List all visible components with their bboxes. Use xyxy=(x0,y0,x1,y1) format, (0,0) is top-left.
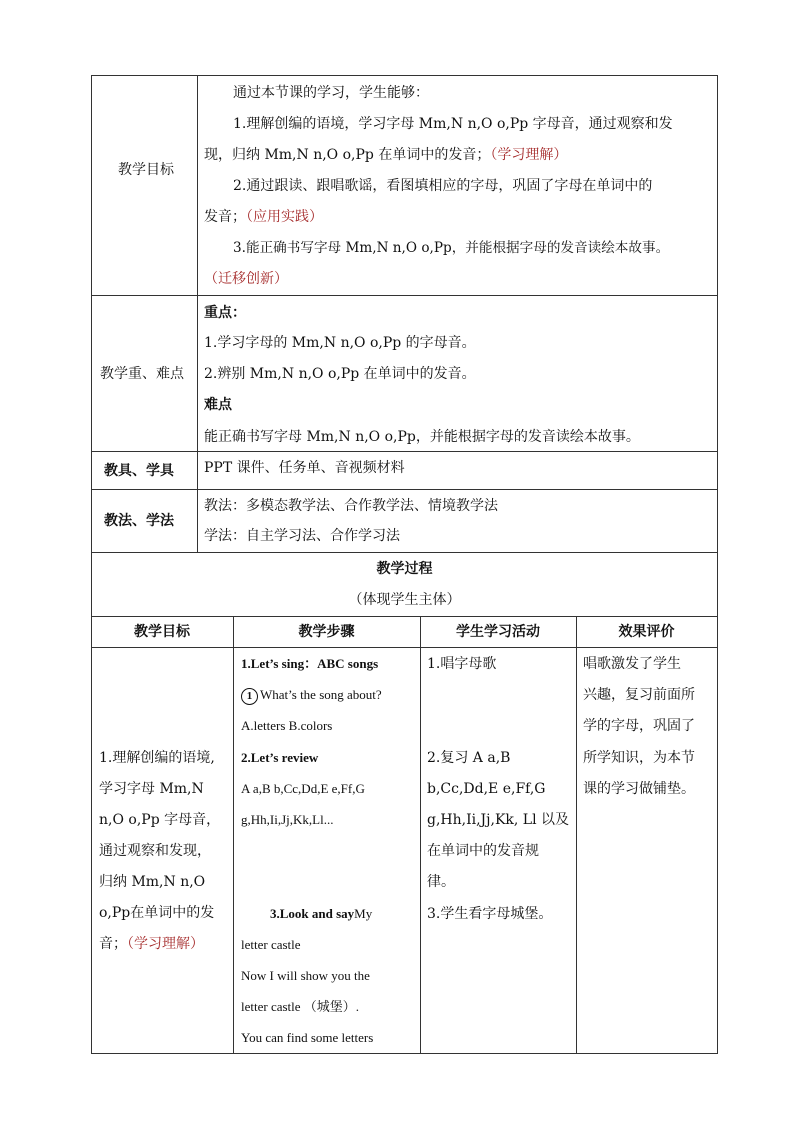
goal-line-2: 学习字母 Mm,N xyxy=(99,781,204,797)
activity-2-line4: 在单词中的发音规 xyxy=(427,843,539,859)
header-evaluation: 效果评价 xyxy=(618,624,675,640)
header-activities: 学生学习活动 xyxy=(456,624,540,640)
step-3-line2: letter castle xyxy=(241,937,301,952)
evaluation-line-1: 唱歌激发了学生 xyxy=(583,656,681,672)
step-3-line4: letter castle （城堡）. xyxy=(241,999,360,1014)
goal-tag: （学习理解） xyxy=(127,936,204,952)
step-2-line2: g,Hh,Ii,Jj,Kk,Ll... xyxy=(241,812,334,827)
col-divider-label xyxy=(197,75,198,553)
step-1-options: A.letters B.colors xyxy=(241,718,333,733)
methods-teaching: 教法：多模态教学法、合作教学法、情境教学法 xyxy=(204,498,498,514)
keypoints-key-1: 1.学习字母的 Mm,N n,O o,Pp 的字母音。 xyxy=(204,335,476,351)
evaluation-line-5: 课的学习做铺垫。 xyxy=(583,781,695,797)
methods-label: 教法、学法 xyxy=(104,513,174,529)
step-3-title: 3.Look and say xyxy=(270,906,355,921)
objective-2-tag: （应用实践） xyxy=(246,209,323,225)
keypoints-diff-1: 能正确书写字母 Mm,N n,O o,Pp，并能根据字母的发音读绘本故事。 xyxy=(204,429,640,445)
keypoints-key-title: 重点： xyxy=(204,305,246,321)
objective-3-tag: （迁移创新） xyxy=(204,271,288,287)
header-goal: 教学目标 xyxy=(134,624,190,640)
step-3-title-line: 3.Look and sayMy xyxy=(270,906,373,921)
objective-3-line1: 3.能正确书写字母 Mm,N n,O o,Pp，并能根据字母的发音读绘本故事。 xyxy=(233,240,670,256)
activity-3: 3.学生看字母城堡。 xyxy=(427,906,553,922)
row-divider-methods xyxy=(91,552,718,553)
evaluation-line-3: 学的字母，巩固了 xyxy=(583,718,695,734)
goal-line-3: n,O o,Pp 字母音， xyxy=(99,812,221,828)
col-divider-activities xyxy=(576,616,577,1054)
goal-line-4: 通过观察和发现， xyxy=(99,843,211,859)
keypoints-key-2: 2.辨别 Mm,N n,O o,Pp 在单词中的发音。 xyxy=(204,366,476,382)
objective-2-line2: 发音；（应用实践） xyxy=(204,209,323,225)
objectives-intro: 通过本节课的学习，学生能够： xyxy=(233,85,429,101)
step-1-question: 1 What’s the song about? xyxy=(241,685,382,705)
keypoints-diff-title: 难点 xyxy=(204,397,232,413)
objective-1-line2: 现，归纳 Mm,N n,O o,Pp 在单词中的发音；（学习理解） xyxy=(204,147,568,163)
step-1-title: 1.Let’s sing：ABC songs xyxy=(241,656,379,671)
tools-label: 教具、学具 xyxy=(104,463,174,479)
row-divider-objectives xyxy=(91,295,718,296)
step-1-number-badge: 1 xyxy=(241,688,258,705)
step-3-line5: You can find some letters xyxy=(241,1030,374,1045)
goal-line-5: 归纳 Mm,N n,O xyxy=(99,874,206,890)
row-divider-process-header xyxy=(91,647,718,648)
step-2-title: 2.Let’s review xyxy=(241,750,319,765)
row-divider-tools xyxy=(91,489,718,490)
process-title: 教学过程 xyxy=(376,561,433,577)
activity-2-line2: b,Cc,Dd,E e,Ff,G xyxy=(427,781,546,797)
activity-1: 1.唱字母歌 xyxy=(427,656,497,672)
row-divider-process-title xyxy=(91,616,718,617)
evaluation-line-2: 兴趣，复习前面所 xyxy=(583,687,695,703)
step-3-line3: Now I will show you the xyxy=(241,968,370,983)
goal-line-6: o,Pp在单词中的发 xyxy=(99,905,215,921)
activity-2-line1: 2.复习 A a,B xyxy=(427,750,511,766)
table-border-bottom xyxy=(91,1053,718,1054)
goal-line-7: 音；（学习理解） xyxy=(99,936,204,952)
header-steps: 教学步骤 xyxy=(298,624,355,640)
process-subtitle: （体现学生主体） xyxy=(348,592,461,608)
keypoints-label: 教学重、难点 xyxy=(100,366,184,382)
tools-value: PPT 课件、任务单、音视频材料 xyxy=(204,460,405,476)
evaluation-line-4: 所学知识，为本节 xyxy=(583,750,695,766)
step-2-line1: A a,B b,Cc,Dd,E e,Ff,G xyxy=(241,781,365,796)
table-border-top xyxy=(91,75,718,76)
objectives-label: 教学目标 xyxy=(118,162,174,178)
col-divider-goal xyxy=(233,616,234,1054)
objective-1-line1: 1.理解创编的语境，学习字母 Mm,N n,O o,Pp 字母音，通过观察和发 xyxy=(233,116,673,132)
activity-2-line3: g,Hh,Ii,Jj,Kk, Ll 以及 xyxy=(427,812,570,828)
goal-line-1: 1.理解创编的语境, xyxy=(99,750,215,766)
activity-2-line5: 律。 xyxy=(427,874,455,890)
row-divider-keypoints xyxy=(91,451,718,452)
objective-2-line1: 2.通过跟读、跟唱歌谣，看图填相应的字母，巩固了字母在单词中的 xyxy=(233,178,653,194)
objective-1-tag: （学习理解） xyxy=(490,147,568,163)
col-divider-steps xyxy=(420,616,421,1054)
methods-learning: 学法：自主学习法、合作学习法 xyxy=(204,528,400,544)
